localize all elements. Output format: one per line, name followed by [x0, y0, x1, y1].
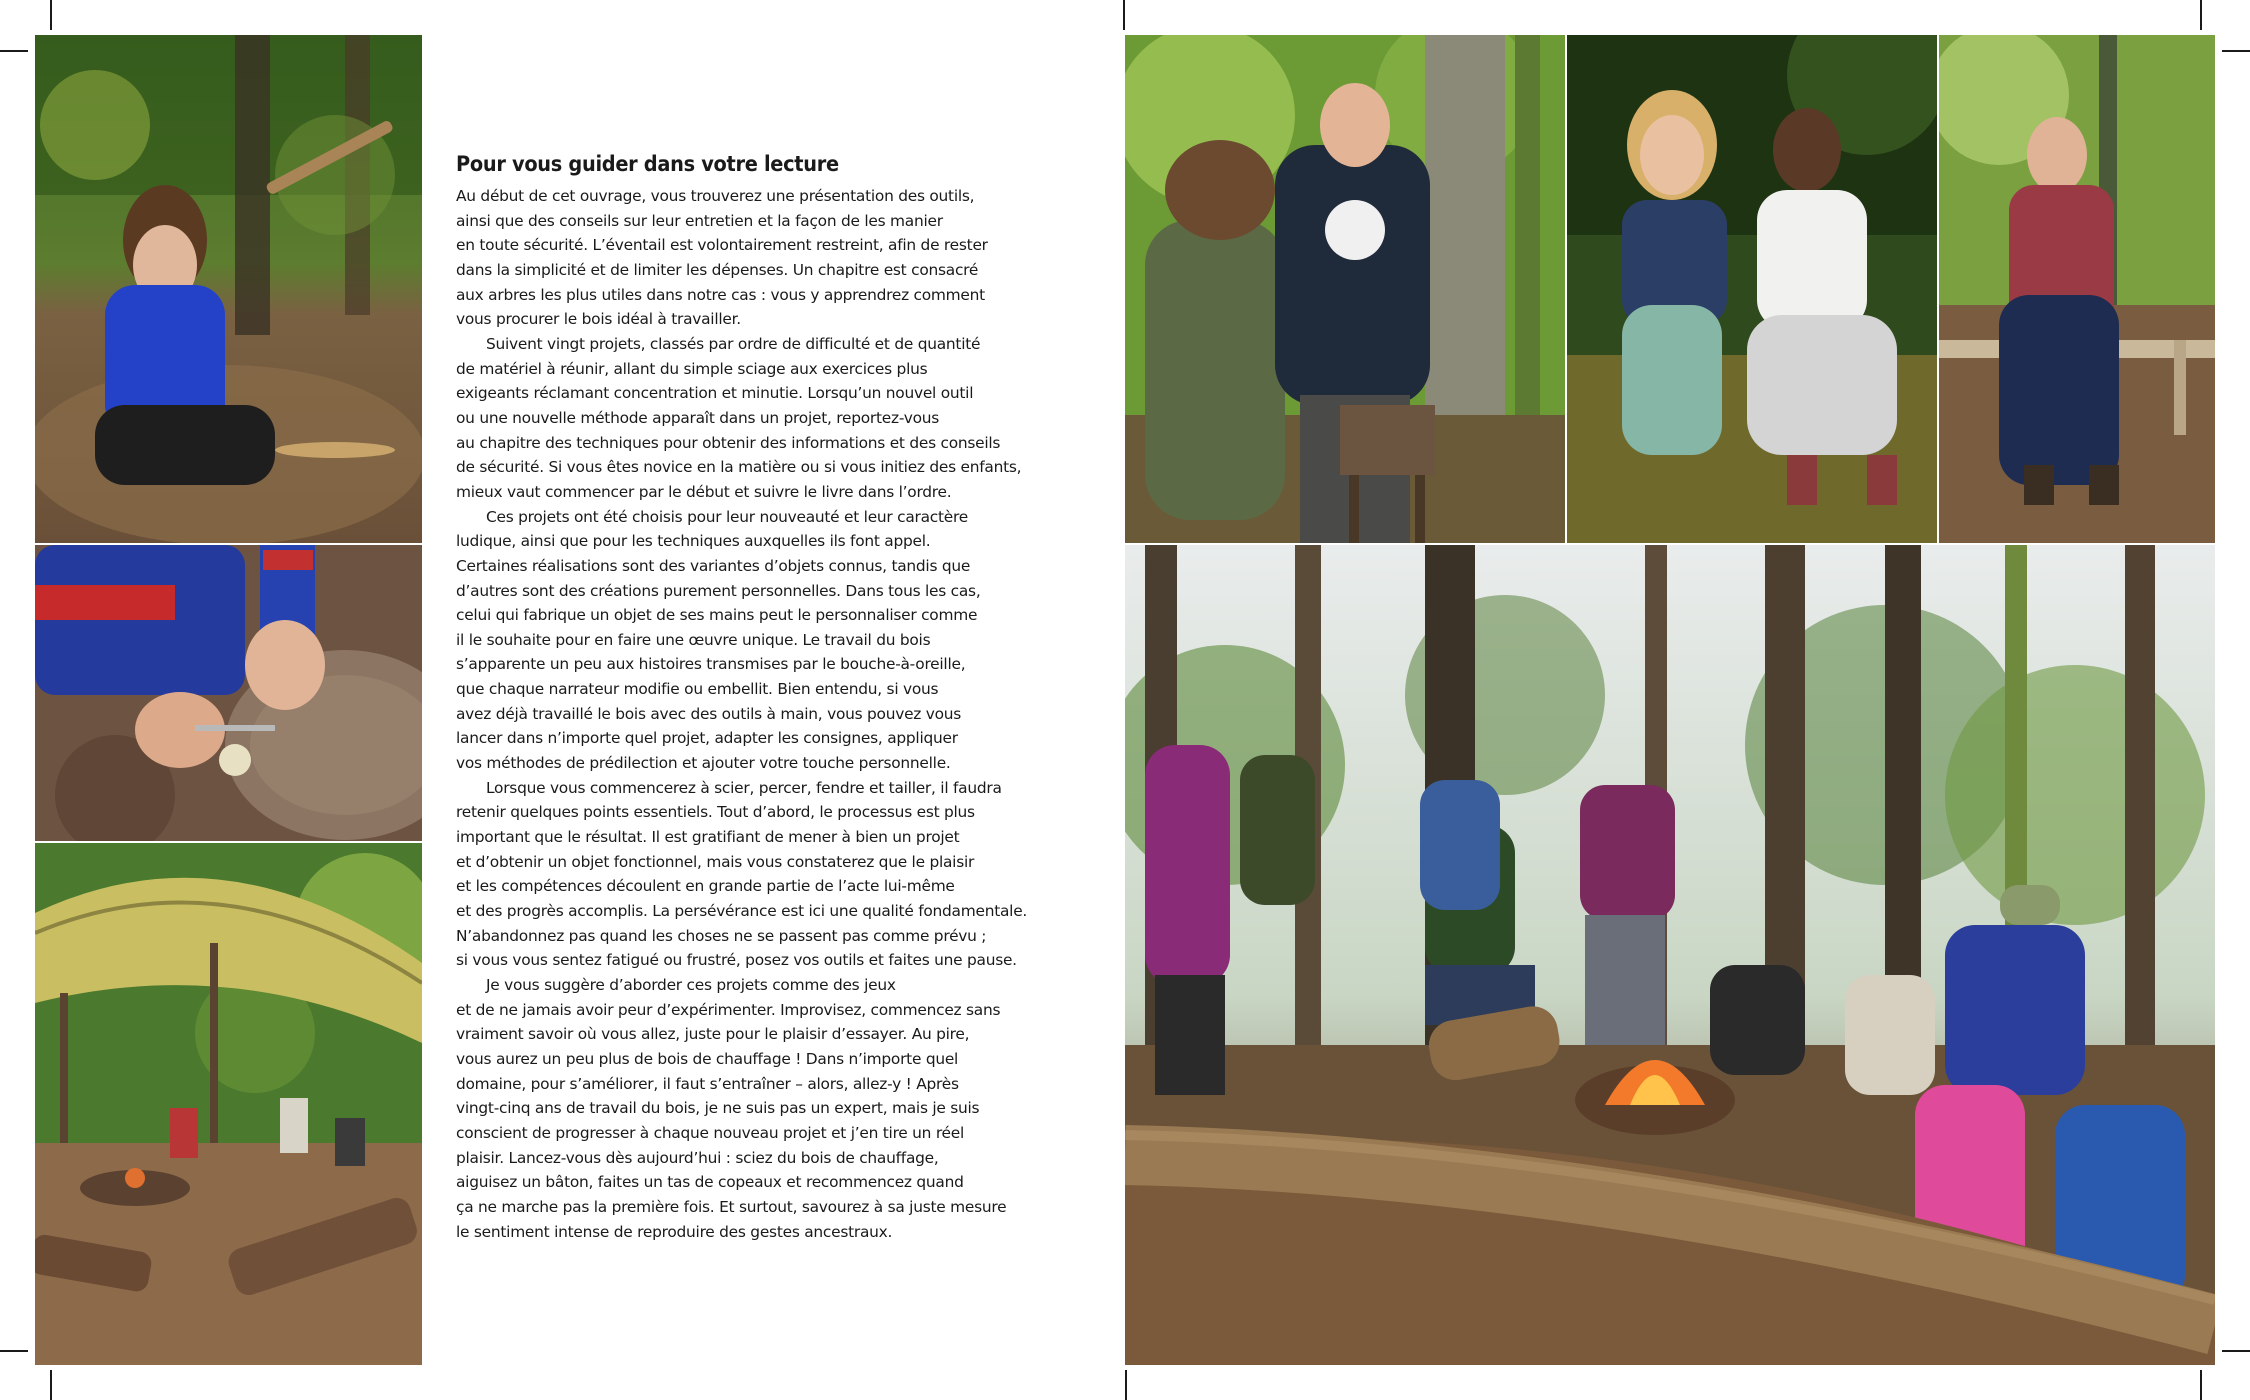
article-line: le sentiment intense de reproduire des gestes ancestraux.: [456, 1222, 893, 1241]
article-body: [456, 184, 1036, 1244]
article-line: lancer dans n’importe quel projet, adapter les consignes, appliquer: [456, 729, 958, 748]
crop-mark-bottom-left: [50, 1370, 52, 1400]
article-line: ça ne marche pas la première fois. Et surtout, savourez à sa juste mesure: [456, 1197, 1007, 1216]
article-line: vos méthodes de prédilection et ajouter votre touche personnelle.: [456, 754, 951, 773]
article-line: celui qui fabrique un objet de ses mains peut le personnaliser comme: [456, 606, 978, 625]
article-line: de sécurité. Si vous êtes novice en la matière ou si vous initiez des enfants,: [456, 458, 1022, 477]
crop-mark-top-center-left: [1123, 0, 1125, 30]
article-line: et d’obtenir un objet fonctionnel, mais vous constaterez que le plaisir: [456, 852, 975, 871]
photo-man-seated-on-bench: [1939, 35, 2215, 543]
article-line: et des progrès accomplis. La persévérance est ici une qualité fondamentale.: [456, 902, 1028, 921]
photo-group-around-campfire: [1125, 545, 2215, 1365]
article-text-column: [456, 150, 1036, 1244]
article-line: Certaines réalisations sont des variantes d’objets connus, tandis que: [456, 556, 971, 575]
crop-mark-bottom-right: [2200, 1370, 2202, 1400]
article-line: domaine, pour s’améliorer, il faut s’entraîner – alors, allez-y ! Après: [456, 1074, 959, 1093]
article-line: que chaque narrateur modifie ou embellit. Bien entendu, si vous: [456, 680, 939, 699]
article-line: vous aurez un peu plus de bois de chauffage ! Dans n’importe quel: [456, 1049, 959, 1068]
article-line: important que le résultat. Il est gratifiant de mener à bien un projet: [456, 828, 960, 847]
article-line: et les compétences découlent en grande partie de l’acte lui-même: [456, 877, 955, 896]
article-line: s’apparente un peu aux histoires transmises par le bouche-à-oreille,: [456, 655, 966, 674]
article-line: et de ne jamais avoir peur d’expérimenter. Improvisez, commencez sans: [456, 1000, 1001, 1019]
article-line: exigeants réclamant concentration et minutie. Lorsqu’un nouvel outil: [456, 384, 974, 403]
article-line: il le souhaite pour en faire une œuvre unique. Le travail du bois: [456, 630, 931, 649]
article-line: ou une nouvelle méthode apparaît dans un projet, reportez-vous: [456, 408, 940, 427]
article-line: Suivent vingt projets, classés par ordre de difficulté et de quantité: [486, 334, 981, 353]
crop-mark-left-bottom: [0, 1350, 28, 1352]
crop-mark-left-top: [0, 50, 28, 52]
photo-child-whittling-stick: [35, 35, 422, 543]
crop-mark-right-bottom: [2222, 1350, 2250, 1352]
article-line: plaisir. Lancez-vous dès aujourd’hui : sciez du bois de chauffage,: [456, 1148, 939, 1167]
crop-mark-top-right: [2200, 0, 2202, 30]
article-line: ainsi que des conseils sur leur entretien et la façon de les manier: [456, 211, 943, 230]
photo-instructor-with-children: [1125, 35, 1565, 543]
photo-hands-carving-wood: [35, 545, 422, 841]
article-line: d’autres sont des créations purement personnelles. Dans tous les cas,: [456, 581, 981, 600]
photo-two-girls-whittling: [1567, 35, 1937, 543]
article-line: Au début de cet ouvrage, vous trouverez une présentation des outils,: [456, 187, 975, 205]
article-line: retenir quelques points essentiels. Tout d’abord, le processus est plus: [456, 803, 975, 822]
article-line: avez déjà travaillé le bois avec des outils à main, vous pouvez vous: [456, 704, 962, 723]
crop-mark-right-top: [2222, 50, 2250, 52]
article-line: dans la simplicité et de limiter les dépenses. Un chapitre est consacré: [456, 260, 979, 279]
article-title: Pour vous guider dans votre lecture: [456, 152, 839, 177]
article-line: si vous vous sentez fatigué ou frustré, posez vos outils et faites une pause.: [456, 951, 1017, 970]
article-line: ludique, ainsi que pour les techniques auxquelles ils font appel.: [456, 532, 931, 551]
article-line: au chapitre des techniques pour obtenir des informations et des conseils: [456, 433, 1001, 452]
article-line: conscient de progresser à chaque nouveau projet et j’en tire un réel: [456, 1123, 965, 1142]
article-line: mieux vaut commencer par le début et suivre le livre dans l’ordre.: [456, 482, 952, 501]
article-line: Ces projets ont été choisis pour leur nouveauté et leur caractère: [486, 507, 968, 526]
article-line: de matériel à réunir, allant du simple sciage aux exercices plus: [456, 359, 928, 378]
article-line: vingt-cinq ans de travail du bois, je ne suis pas un expert, mais je suis: [456, 1099, 980, 1118]
article-line: vraiment savoir où vous allez, juste pour le plaisir d’essayer. Au pire,: [456, 1025, 970, 1044]
article-line: aiguisez un bâton, faites un tas de copeaux et recommencez quand: [456, 1173, 964, 1192]
photo-canvas-shelter-camp: [35, 843, 422, 1365]
article-line: N’abandonnez pas quand les choses ne se passent pas comme prévu ;: [456, 926, 987, 945]
crop-mark-top-left: [50, 0, 52, 30]
crop-mark-top-center-right: [1125, 1370, 1127, 1400]
article-line: Lorsque vous commencerez à scier, percer, fendre et tailler, il faudra: [486, 778, 1002, 797]
article-line: aux arbres les plus utiles dans notre cas : vous y apprendrez comment: [456, 285, 985, 304]
article-line: vous procurer le bois idéal à travailler.: [456, 310, 741, 329]
article-line: Je vous suggère d’aborder ces projets comme des jeux: [486, 976, 896, 994]
article-line: en toute sécurité. L’éventail est volontairement restreint, afin de rester: [456, 236, 988, 255]
